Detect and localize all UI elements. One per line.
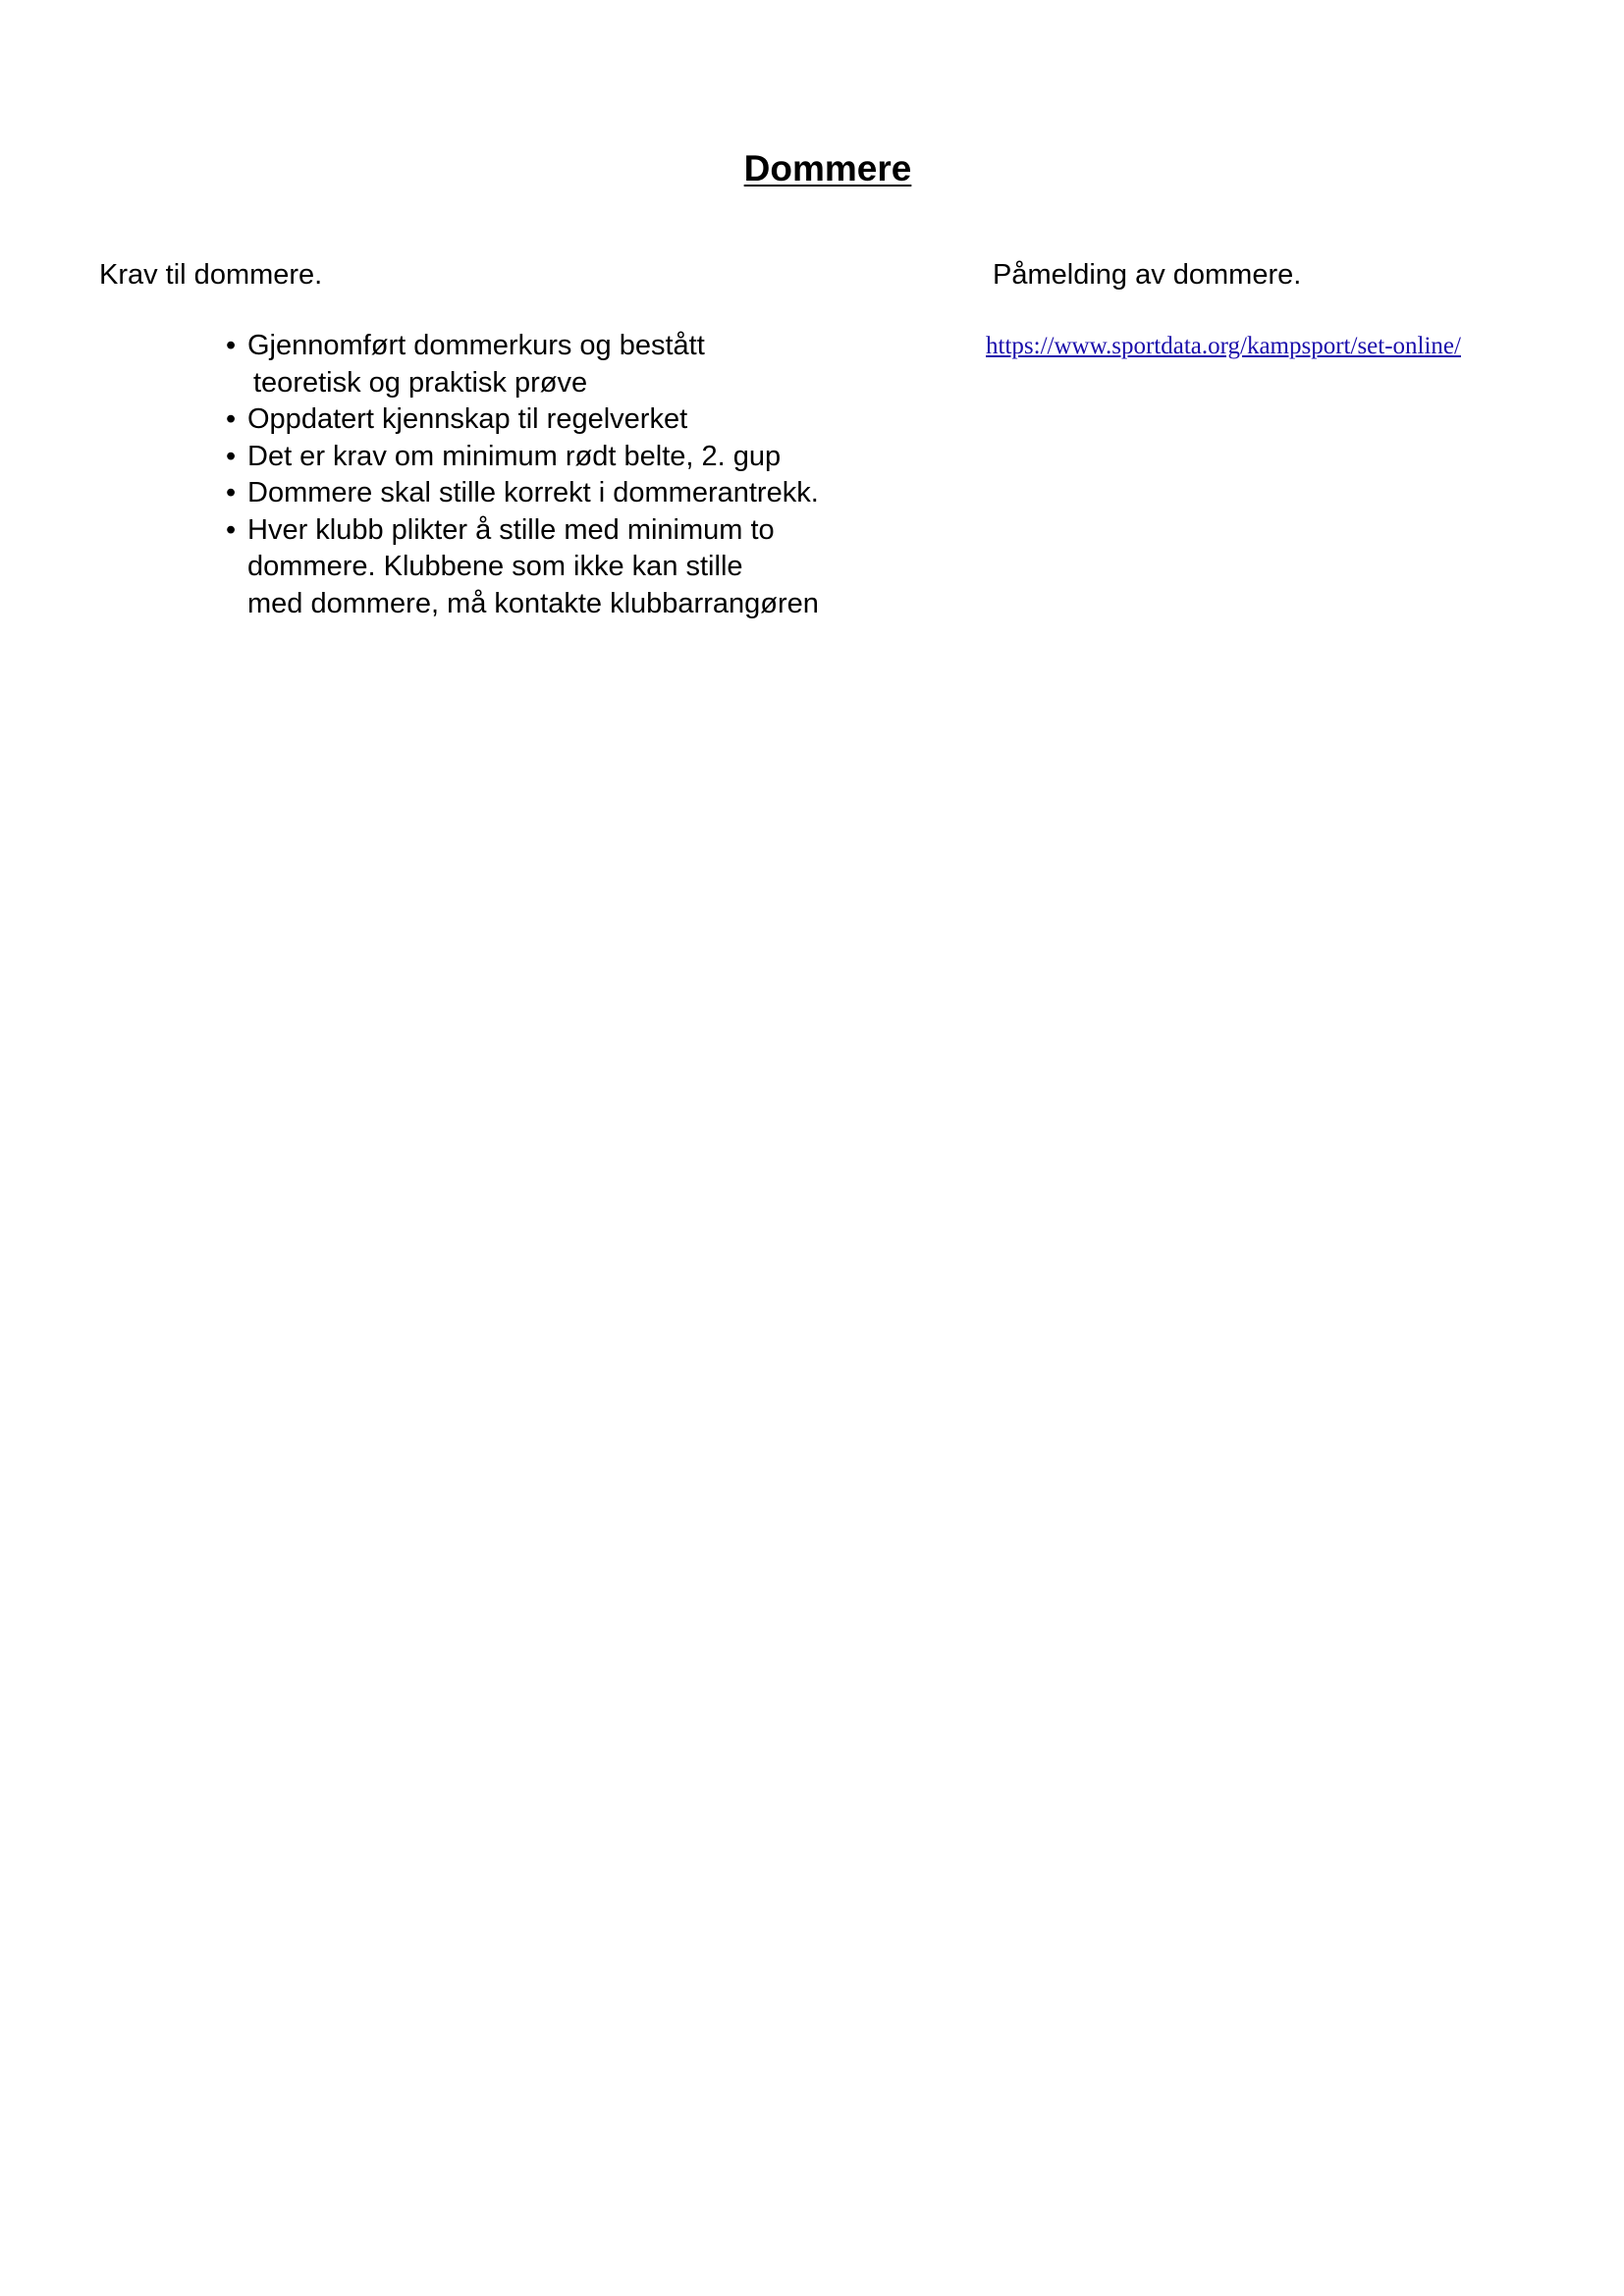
requirements-heading: Krav til dommere. <box>99 259 323 291</box>
requirement-line: Det er krav om minimum rødt belte, 2. gup <box>247 440 782 472</box>
page-title: Dommere <box>743 147 912 188</box>
requirement-line: Oppdatert kjennskap til regelverket <box>247 403 688 435</box>
sportdata-registration-link[interactable]: https://www.sportdata.org/kampsport/set-online/ <box>986 333 1461 359</box>
bullet-glyph: • <box>226 477 237 508</box>
requirement-item <box>224 439 852 476</box>
requirement-line: dommere. Klubbene som ikke kan stille <box>247 551 743 582</box>
bullet-glyph: • <box>226 330 237 361</box>
requirement-line: Gjennomført dommerkurs og bestått <box>247 330 705 361</box>
requirement-line: Hver klubb plikter å stille med minimum to <box>247 513 775 546</box>
requirement-line: med dommere, må kontakte klubbarrangøren <box>247 587 819 619</box>
requirements-list <box>224 328 852 622</box>
requirement-item <box>224 401 852 439</box>
requirement-line: Dommere skal stille korrekt i dommerantrekk. <box>247 477 819 508</box>
requirement-item <box>224 475 852 512</box>
requirement-line: teoretisk og praktisk prøve <box>253 366 588 399</box>
bullet-glyph: • <box>226 440 237 472</box>
registration-heading: Påmelding av dommere. <box>993 259 1302 291</box>
requirement-item <box>224 328 852 401</box>
bullet-glyph: • <box>226 403 237 435</box>
bullet-glyph: • <box>226 513 237 546</box>
requirement-item <box>224 512 852 623</box>
